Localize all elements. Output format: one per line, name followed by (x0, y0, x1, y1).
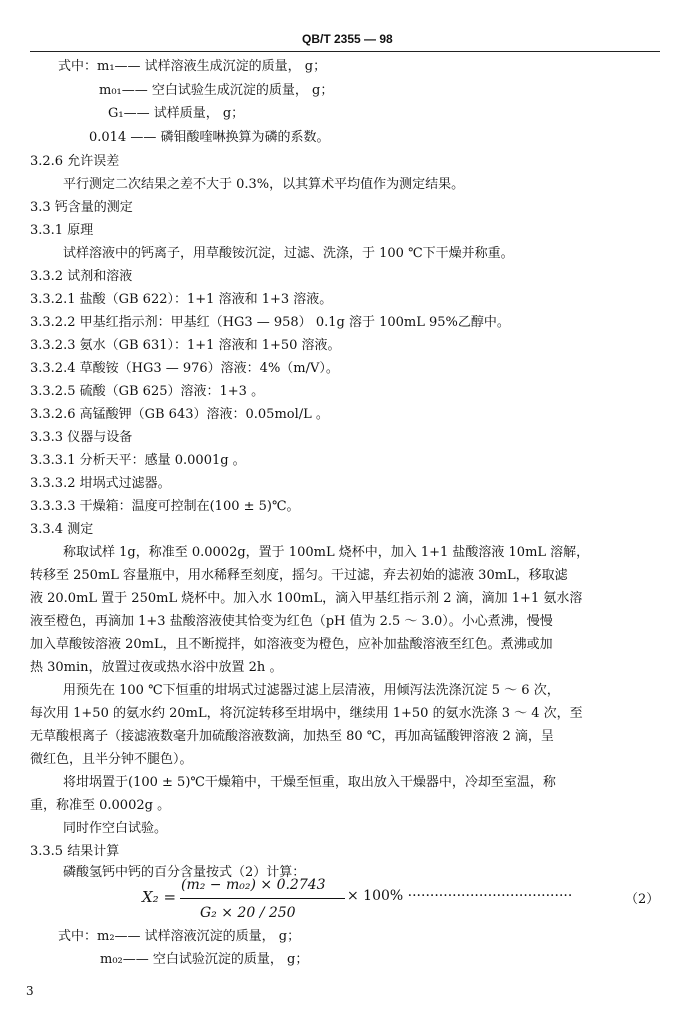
reagent-item: 3.3.2.1 盐酸（GB 622）：1+1 溶液和 1+3 溶液。 (30, 292, 333, 307)
section-3-2-6-heading: 3.2.6 允许误差 (30, 154, 120, 169)
procedure-line: 称取试样 1g，称准至 0.0002g，置于 100mL 烧杯中，加入 1+1 盐酸溶液 10mL 溶解， (63, 545, 590, 560)
formula-numerator: (m₂ − m₀₂) × 0.2743 (181, 877, 326, 893)
var-m1-definition: 式中：m₁—— 试样溶液生成沉淀的质量， g； (58, 59, 327, 74)
equipment-item: 3.3.3.2 坩埚式过滤器。 (30, 476, 171, 491)
procedure-line: 液 20.0mL 置于 250mL 烧杯中。加入水 100mL，滴入甲基红指示剂 2 滴，滴加 1+1 氨水溶 (30, 591, 583, 606)
equipment-item: 3.3.3.1 分析天平：感量 0.0001g 。 (30, 453, 246, 468)
section-3-3-3-heading: 3.3.3 仪器与设备 (30, 430, 133, 445)
var-m01-definition: m₀₁—— 空白试验生成沉淀的质量， g； (99, 83, 334, 98)
paragraph: 试样溶液中的钙离子，用草酸铵沉淀，过滤、洗涤，于 100 ℃下干燥并称重。 (63, 246, 514, 261)
procedure-line: 液至橙色，再滴加 1+3 盐酸溶液使其恰变为红色（pH 值为 2.5 ～ 3.0）。小心煮沸，慢慢 (30, 614, 553, 629)
procedure-line: 重，称准至 0.0002g 。 (30, 798, 171, 813)
procedure-line: 每次用 1+50 的氨水约 20mL，将沉淀转移至坩埚中，继续用 1+50 的氨水洗涤 3 ～ 4 次，至 (30, 706, 583, 721)
reagent-item: 3.3.2.2 甲基红指示剂：甲基红（HG3 — 958） 0.1g 溶于 100mL 95%乙醇中。 (30, 315, 510, 330)
equipment-item: 3.3.3.3 干燥箱：温度可控制在(100 ± 5)℃。 (30, 499, 300, 514)
procedure-line: 用预先在 100 ℃下恒重的坩埚式过滤器过滤上层清液，用倾泻法洗涤沉淀 5 ～ 6 次， (63, 683, 560, 698)
section-3-3-heading: 3.3 钙含量的测定 (30, 200, 133, 215)
section-3-3-2-heading: 3.3.2 试剂和溶液 (30, 269, 133, 284)
formula-denominator: G₂ × 20 / 250 (200, 905, 296, 921)
reagent-item: 3.3.2.5 硫酸（GB 625）溶液：1+3 。 (30, 384, 265, 399)
paragraph: 磷酸氢钙中钙的百分含量按式（2）计算： (63, 865, 306, 880)
procedure-line: 同时作空白试验。 (63, 821, 168, 836)
var-g1-definition: G₁—— 试样质量， g； (108, 106, 245, 121)
procedure-line: 将坩埚置于(100 ± 5)℃干燥箱中，干燥至恒重，取出放入干燥器中，冷却至室温，称 (63, 775, 556, 790)
procedure-line: 转移至 250mL 容量瓶中，用水稀释至刻度，摇匀。干过滤，弃去初始的滤液 30mL，移取滤 (30, 568, 568, 583)
standard-code-header: QB/T 2355 — 98 (302, 32, 393, 46)
section-3-3-5-heading: 3.3.5 结果计算 (30, 844, 120, 859)
reagent-item: 3.3.2.3 氨水（GB 631）：1+1 溶液和 1+50 溶液。 (30, 338, 341, 353)
procedure-line: 无草酸根离子（接滤液数毫升加硫酸溶液数滴，加热至 80 ℃，再加高锰酸钾溶液 2 滴，呈 (30, 729, 554, 744)
fraction-bar (180, 898, 345, 899)
var-m2-definition: 式中：m₂—— 试样溶液沉淀的质量， g； (58, 929, 301, 944)
section-3-3-1-heading: 3.3.1 原理 (30, 223, 94, 238)
header-rule (30, 51, 660, 52)
formula-lhs: X₂ = (142, 888, 177, 906)
paragraph: 平行测定二次结果之差不大于 0.3%，以其算术平均值作为测定结果。 (63, 177, 465, 192)
reagent-item: 3.3.2.6 高锰酸钾（GB 643）溶液：0.05mol/L 。 (30, 407, 329, 422)
section-3-3-4-heading: 3.3.4 测定 (30, 522, 94, 537)
reagent-item: 3.3.2.4 草酸铵（HG3 — 976）溶液：4%（m/V）。 (30, 361, 339, 376)
procedure-line: 热 30min，放置过夜或热水浴中放置 2h 。 (30, 660, 283, 675)
equation-number: （2） (625, 892, 660, 907)
coefficient-definition: 0.014 —— 磷钼酸喹啉换算为磷的系数。 (89, 130, 330, 145)
var-m02-definition: m₀₂—— 空白试验沉淀的质量， g； (100, 952, 309, 967)
procedure-line: 加入草酸铵溶液 20mL，且不断搅拌，如溶液变为橙色，应补加盐酸溶液至红色。煮沸或加 (30, 637, 553, 652)
procedure-line: 微红色，且半分钟不腿色）。 (30, 752, 193, 767)
page-number: 3 (26, 984, 34, 998)
formula-rhs: × 100% ····································· (347, 888, 573, 904)
